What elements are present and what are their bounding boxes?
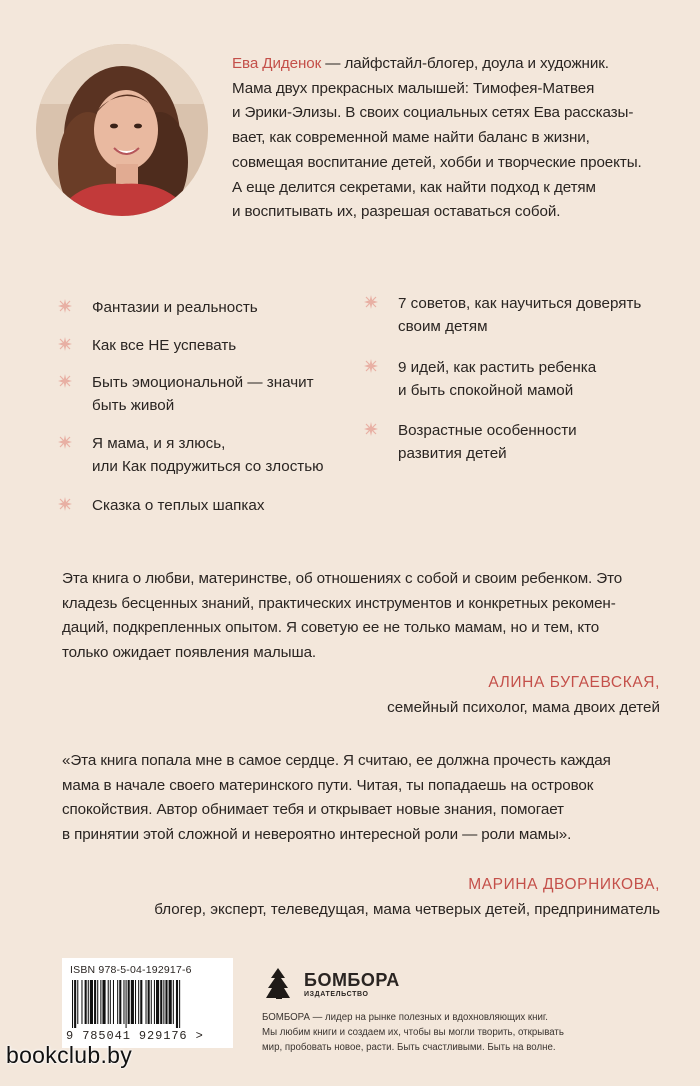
author-photo xyxy=(36,44,208,216)
barcode-bar xyxy=(146,980,147,1024)
barcode-bar xyxy=(85,980,87,1024)
quote-line: кладезь бесценных знаний, практических инструментов и конкретных рекомен- xyxy=(62,594,616,612)
reviewer-role-1: семейный психолог, мама двоих детей xyxy=(387,699,660,716)
star-bullet-icon xyxy=(58,435,72,449)
publisher-subtitle: ИЗДАТЕЛЬСТВО xyxy=(304,991,369,998)
star-bullet-icon xyxy=(58,299,72,313)
barcode-bars-icon xyxy=(70,980,226,1028)
bio-line: и воспитывать их, разрешая оставаться собой. xyxy=(232,203,561,221)
barcode-bar xyxy=(140,980,142,1024)
bio-line: и Эрики-Элизы. В своих социальных сетях Ева рассказы- xyxy=(232,104,634,122)
topic-item: 7 советов, как научиться доверять своим детям xyxy=(364,292,668,338)
quote-line: в принятии этой сложной и невероятно интересной роли — роли мамы». xyxy=(62,826,572,844)
topics-list xyxy=(58,290,658,530)
barcode-bar xyxy=(81,980,82,1024)
bio-line: совмещая воспитание детей, хобби и творческие проекты. xyxy=(232,153,642,171)
barcode-bar xyxy=(90,980,93,1024)
barcode-bar xyxy=(160,980,162,1024)
author-bio xyxy=(232,52,672,225)
barcode-bar xyxy=(154,980,155,1024)
barcode-bar xyxy=(117,980,118,1024)
quote-line: только ожидает появления малыша. xyxy=(62,644,317,662)
topic-item: Сказка о теплых шапках xyxy=(58,494,362,517)
star-bullet-icon xyxy=(58,497,72,511)
barcode-bar xyxy=(131,980,134,1024)
quote-line: мама в начале своего материнского пути. Читая, ты попадаешь на островок xyxy=(62,776,594,794)
barcode-bar xyxy=(74,980,76,1028)
barcode-bar xyxy=(151,980,152,1024)
barcode-bar xyxy=(128,980,130,1024)
barcode-bar xyxy=(113,980,114,1024)
bio-line: А еще делится секретами, как найти подход к детям xyxy=(232,178,596,196)
review-quote-1 xyxy=(62,567,662,666)
star-bullet-icon xyxy=(58,337,72,351)
quote-line: Эта книга о любви, материнстве, об отношениях с собой и своим ребенком. Это xyxy=(62,570,623,587)
barcode-bar xyxy=(110,980,111,1024)
isbn-barcode xyxy=(62,958,233,1048)
publisher-tagline: БОМБОРА — лидер на рынке полезных и вдохновляющих книг. Мы любим книги и создаем их, чтобы вы могли творить, открывать мир, пробовать новое, расти. Быть счастливыми. Быть на волне. xyxy=(262,1012,564,1053)
star-bullet-icon xyxy=(364,295,378,309)
bio-line: вает, как современной маме найти баланс в жизни, xyxy=(232,129,590,147)
topic-item: 9 идей, как растить ребенка и быть спокойной мамой xyxy=(364,356,668,402)
author-name: Ева Диденок xyxy=(232,55,322,72)
bio-line: Ева Диденок — лайфстайл-блогер, доула и художник. xyxy=(232,55,609,72)
publisher-name: БОМБОРА xyxy=(304,970,400,990)
barcode-bar xyxy=(100,980,101,1024)
topic-item: Фантазии и реальность xyxy=(58,296,362,319)
quote-line: спокойствия. Автор обнимает тебя и открывает новые знания, помогает xyxy=(62,801,564,819)
barcode-bar xyxy=(94,980,96,1024)
barcode-bar xyxy=(97,980,98,1024)
barcode-bar xyxy=(108,980,109,1024)
watermark-text: bookclub.by xyxy=(6,1042,133,1068)
topic-item: Как все НЕ успевать xyxy=(58,334,362,357)
reviewer-name-1: АЛИНА БУГАЕВСКАЯ, xyxy=(488,674,660,691)
author-portrait-image xyxy=(36,44,208,216)
barcode-bar xyxy=(102,980,105,1024)
barcode-bar xyxy=(138,980,139,1024)
barcode-digits: 9 785041 929176 > xyxy=(66,1029,204,1043)
barcode-bar xyxy=(119,980,121,1024)
bio-line: Мама двух прекрасных малышей: Тимофея-Матвея xyxy=(232,79,595,97)
barcode-bar xyxy=(88,980,89,1024)
quote-line: даций, подкрепленных опытом. Я советую ее не только мамам, но и тем, кто xyxy=(62,619,600,637)
barcode-bar xyxy=(72,980,73,1028)
reviewer-role-2: блогер, эксперт, телеведущая, мама четверых детей, предприниматель xyxy=(154,901,660,918)
barcode-bar xyxy=(179,980,180,1028)
star-bullet-icon xyxy=(58,374,72,388)
barcode-bar xyxy=(176,980,178,1028)
barcode-bar xyxy=(156,980,159,1024)
barcode-bar xyxy=(126,980,127,1028)
star-bullet-icon xyxy=(364,359,378,373)
topic-item: Я мама, и я злюсь, или Как подружиться со злостью xyxy=(58,432,362,478)
topic-item: Быть эмоциональной — значит быть живой xyxy=(58,371,362,417)
barcode-bar xyxy=(77,980,78,1024)
barcode-bar xyxy=(123,980,124,1024)
barcode-bar xyxy=(165,980,167,1024)
topic-item: Возрастные особенности развития детей xyxy=(364,419,668,465)
isbn-number: ISBN 978-5-04-192917-6 xyxy=(70,964,192,976)
reviewer-name-2: МАРИНА ДВОРНИКОВА, xyxy=(468,876,660,893)
barcode-bar xyxy=(148,980,150,1024)
barcode-bar xyxy=(163,980,164,1024)
quote-line: «Эта книга попала мне в самое сердце. Я считаю, ее должна прочесть каждая xyxy=(62,752,611,769)
review-quote-2 xyxy=(62,749,662,848)
star-bullet-icon xyxy=(364,422,378,436)
barcode-bar xyxy=(169,980,172,1024)
bombora-logo-icon xyxy=(262,964,302,1000)
barcode-bar xyxy=(173,980,174,1024)
barcode-bar xyxy=(135,980,136,1024)
